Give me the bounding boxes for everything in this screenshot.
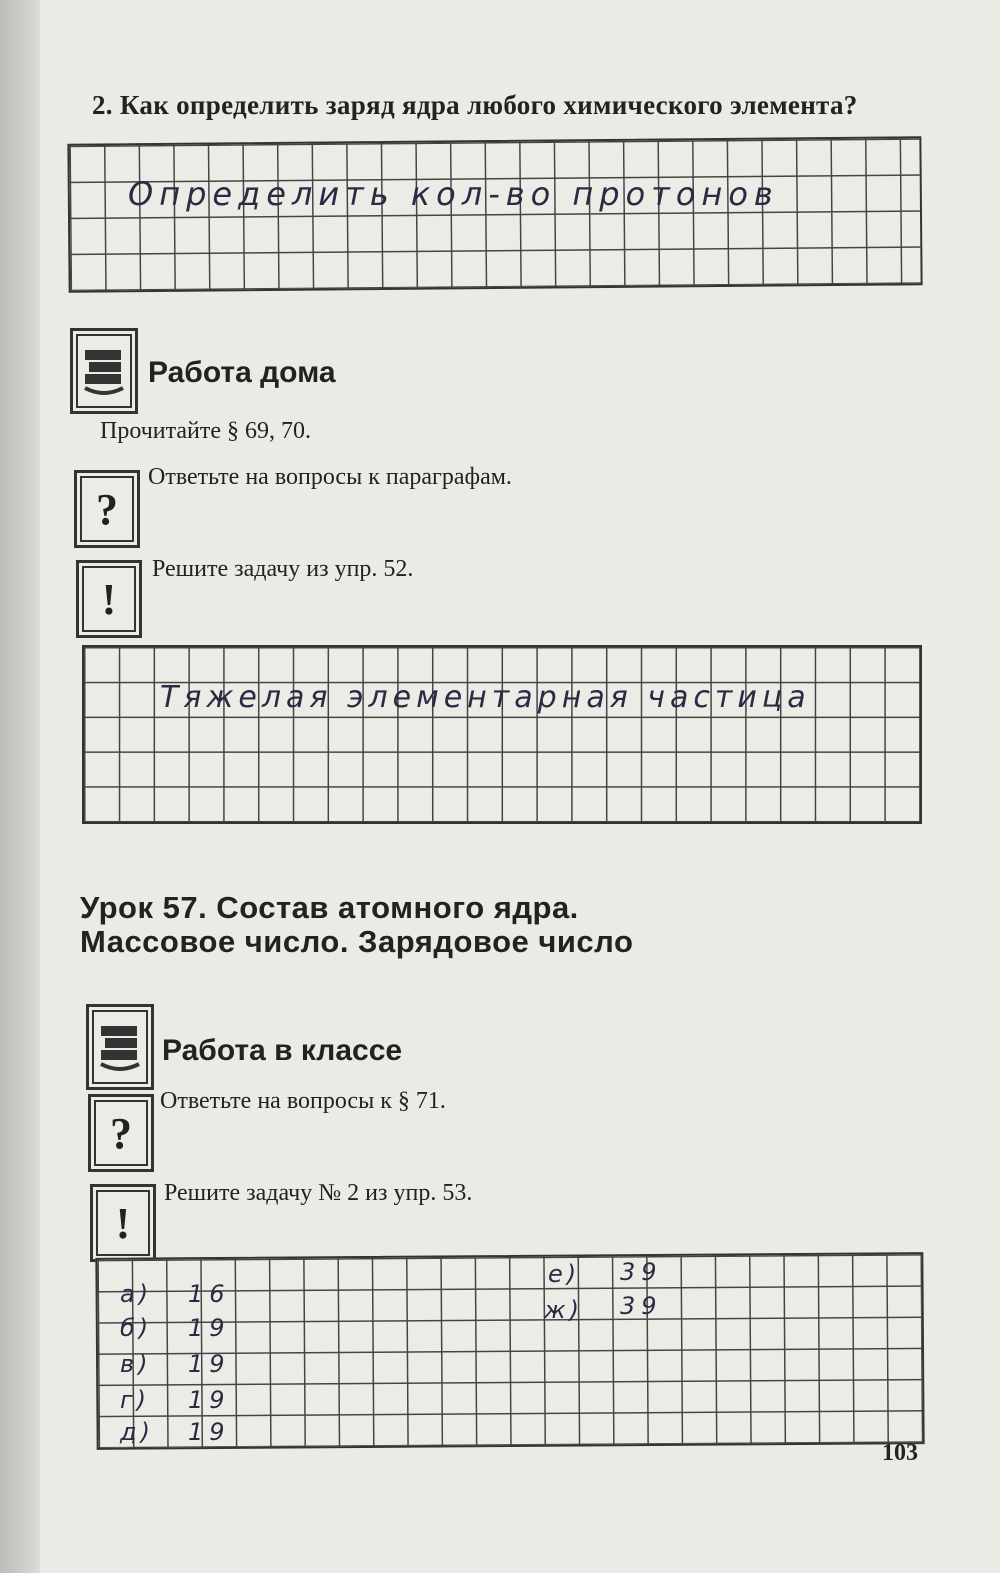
classwork-problem-task: Решите задачу № 2 из упр. 53. — [164, 1180, 473, 1206]
answer-grid-1 — [67, 136, 922, 292]
answer-value-b: 19 — [188, 1314, 231, 1342]
answer-label-a: а) — [120, 1280, 153, 1308]
answer-label-g: г) — [120, 1386, 150, 1414]
answer-value-g: 19 — [188, 1386, 231, 1414]
answer-label-zh: ж) — [544, 1296, 583, 1324]
answer-label-d: д) — [120, 1418, 154, 1446]
homework-question-task: Ответьте на вопросы к параграфам. — [148, 464, 512, 490]
question-mark-icon: ? — [74, 470, 140, 548]
books-icon — [70, 328, 138, 414]
classwork-title: Работа в классе — [162, 1034, 403, 1067]
answer-label-b: б) — [120, 1314, 153, 1342]
homework-read-text: Прочитайте § 69, 70. — [100, 418, 312, 444]
answer-label-e: е) — [548, 1260, 581, 1288]
classwork-question-task: Ответьте на вопросы к § 71. — [160, 1088, 446, 1114]
question-mark-icon-classwork: ? — [88, 1094, 154, 1172]
homework-title: Работа дома — [148, 356, 336, 389]
answer-value-d: 19 — [188, 1418, 231, 1446]
page-number: 103 — [882, 1440, 918, 1466]
answer-value-e: 39 — [620, 1258, 663, 1286]
lesson-title-line2: Массовое число. Зарядовое число — [80, 924, 634, 959]
homework-answer-handwriting: Тяжелая элементарная частица — [160, 680, 811, 715]
homework-problem-task: Решите задачу из упр. 52. — [152, 556, 414, 582]
books-icon-classwork — [86, 1004, 154, 1090]
exclamation-icon: ! — [76, 560, 142, 638]
answer-value-zh: 39 — [620, 1292, 663, 1320]
answer-label-v: в) — [120, 1350, 152, 1378]
exclamation-icon-classwork: ! — [90, 1184, 156, 1262]
question-2-text: 2. Как определить заряд ядра любого химического элемента? — [92, 90, 858, 120]
lesson-title-line1: Урок 57. Состав атомного ядра. — [80, 890, 579, 925]
answer-2-handwriting: Определить кол-во протонов — [128, 175, 779, 213]
answer-value-a: 16 — [188, 1280, 231, 1308]
answer-grid-2 — [82, 645, 922, 824]
answer-value-v: 19 — [188, 1350, 231, 1378]
